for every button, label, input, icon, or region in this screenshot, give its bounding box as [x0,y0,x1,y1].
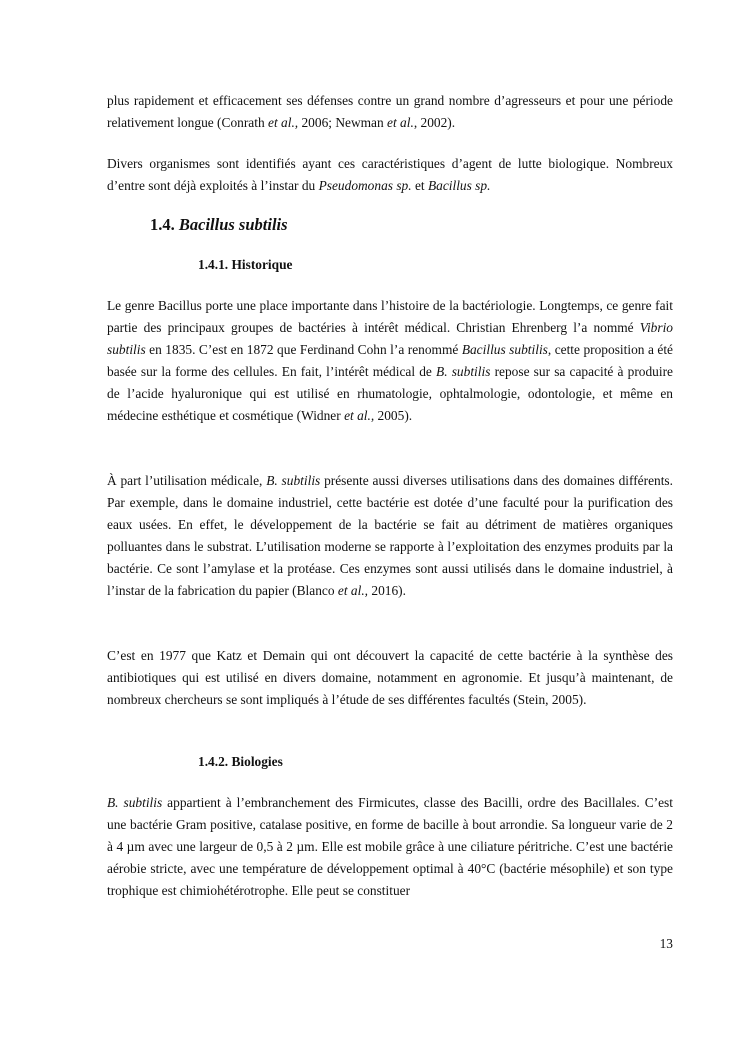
subsection-heading-biologies: 1.4.2. Biologies [198,754,283,769]
paragraph-historique: Le genre Bacillus porte une place importante dans l’histoire de la bactériologie. Longtemps, ce genre fait partie des principaux groupes de bactéries à intérêt médical. Christian Ehrenberg l’a nommé Vibrio subtilis en 1835. C’est en 1872 que Ferdinand Cohn l’a renommé Bacillus subtilis, cette proposition a été basée sur la forme des cellules. En fait, l’intérêt médical de B. subtilis repose sur sa capacité à produire de l’acide hyaluronique qui est utilisé en rhumatologie, ophtalmologie, odontologie, et même en médecine esthétique et cosmétique (Widner et al., 2005). [107,298,673,423]
page-number: 13 [659,936,673,951]
paragraph-intro: plus rapidement et efficacement ses défenses contre un grand nombre d’agresseurs et pour une période relativement longue (Conrath et al., 2006; Newman et al., 2002). [107,93,673,130]
section-heading: 1.4. Bacillus subtilis [150,215,288,234]
paragraph-biologies: B. subtilis appartient à l’embranchement des Firmicutes, classe des Bacilli, ordre des Bacillales. C’est une bactérie Gram positive, catalase positive, en forme de bacille à bout arrondie. Sa longueur varie de 2 à 4 µm avec une largeur de 0,5 à 2 µm. Elle est mobile grâce à une ciliature péritriche. C’est une bactérie aérobie stricte, avec une température de développement optimal à 40°C (bactérie mésophile) et son type trophique est chimiohétérotrophe. Elle peut se constituer [107,795,673,898]
paragraph-utilisations: À part l’utilisation médicale, B. subtilis présente aussi diverses utilisations dans des domaines différents. Par exemple, dans le domaine industriel, cette bactérie est dotée d’une faculté pour la purification des eaux usées. En effet, le développement de la bactérie se fait au détriment de matières organiques polluantes dans le substrat. L’utilisation moderne se rapporte à l’exploitation des enzymes produits par la bactérie. Ce sont l’amylase et la protéase. Ces enzymes sont aussi utilisés dans le domaine industriel, à l’instar de la fabrication du papier (Blanco et al., 2016). [107,473,673,598]
paragraph-antibiotiques: C’est en 1977 que Katz et Demain qui ont découvert la capacité de cette bactérie à la synthèse des antibiotiques qui est utilisé en divers domaine, notamment en agronomie. Et jusqu’à maintenant, de nombreux chercheurs se sont impliqués à l’étude de ses différentes facultés (Stein, 2005). [107,648,673,707]
subsection-heading-historique: 1.4.1. Historique [198,257,293,272]
paragraph-agents: Divers organismes sont identifiés ayant ces caractéristiques d’agent de lutte biologique. Nombreux d’entre sont déjà exploités à l’instar du Pseudomonas sp. et Bacillus sp. [107,156,673,193]
